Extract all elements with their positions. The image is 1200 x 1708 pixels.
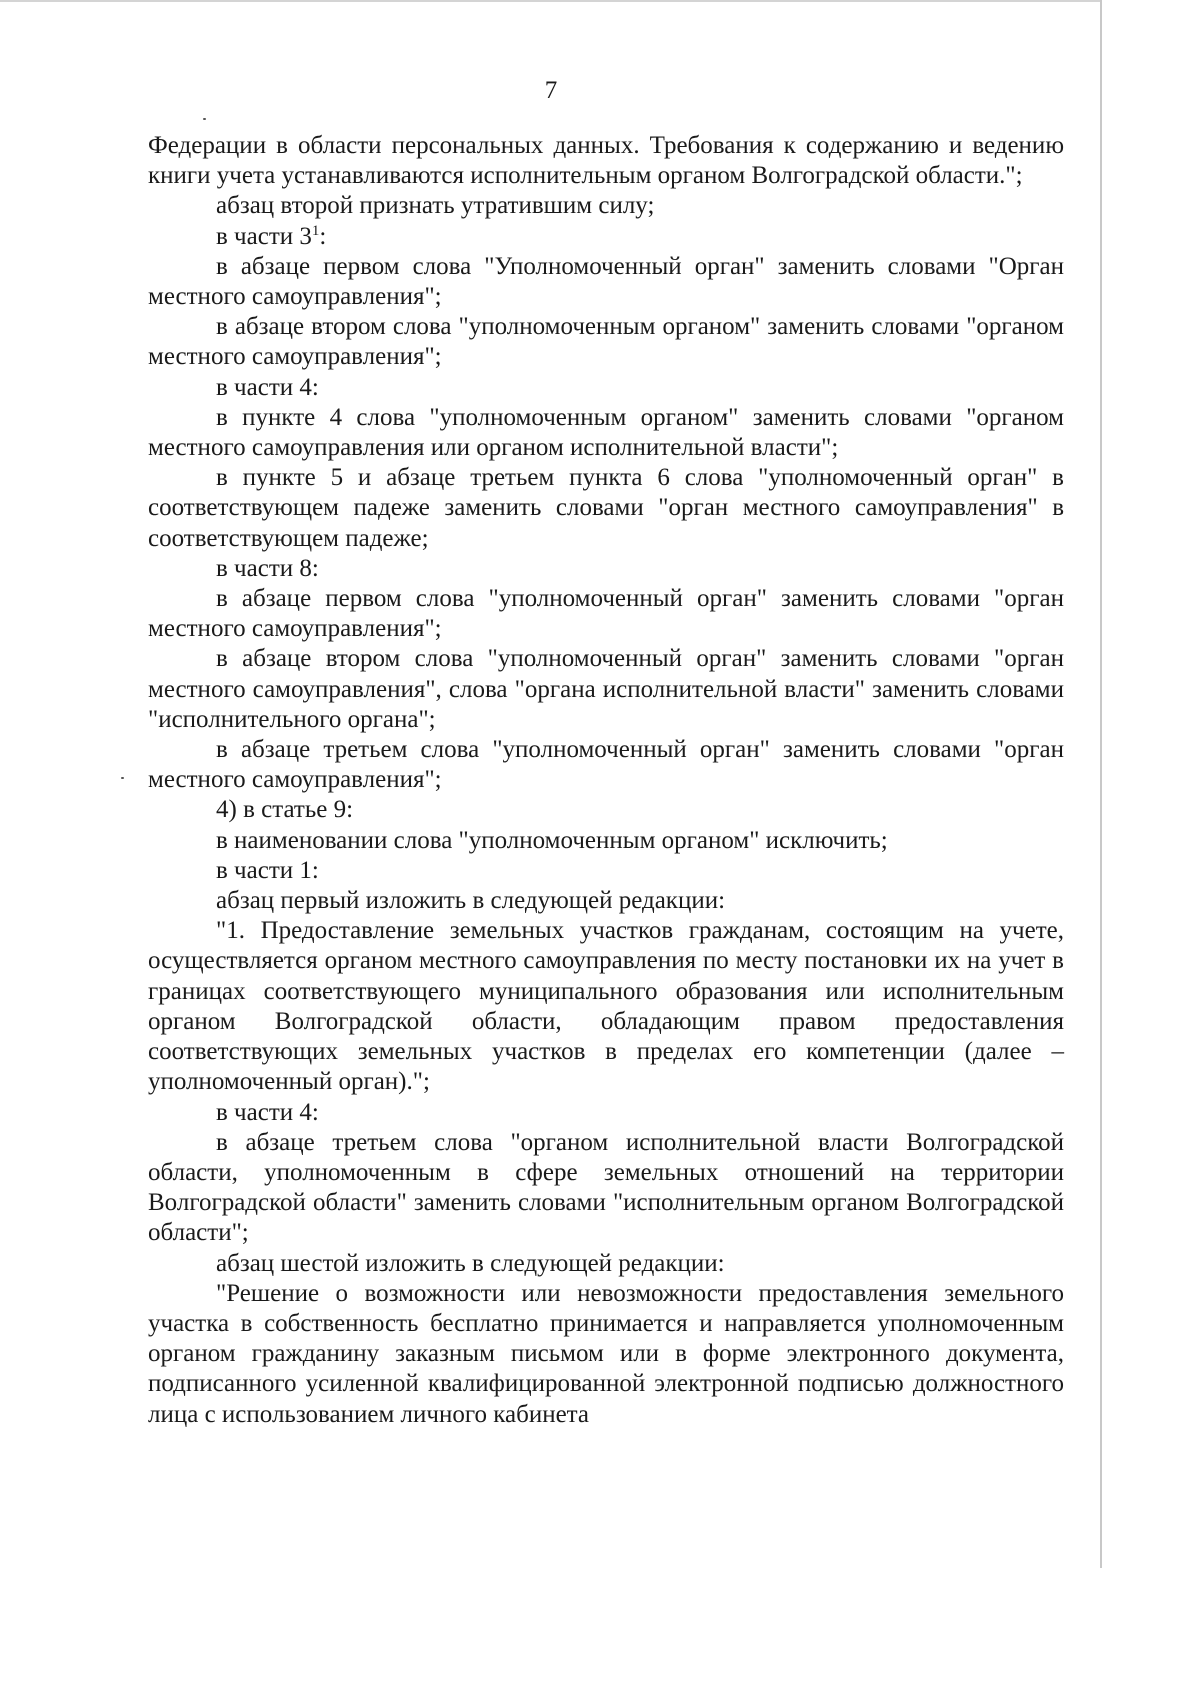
paragraph: абзац второй признать утратившим силу; xyxy=(216,192,655,220)
page-number: 7 xyxy=(544,77,558,104)
paragraph: "Решение о возможности или невозможности предоставления земельного участка в собственность бесплатно принимается и направляется уполномоченным органом гражданину заказным письмом или в форме электронного документа, подписанного усиленной квалифицированной электронной подписью должностного лица с использованием личного кабинета xyxy=(148,1279,1064,1428)
paragraph: в пункте 4 слова "уполномоченным органом" заменить словами "органом местного самоуправления или органом исполнительной власти"; xyxy=(148,403,1064,462)
paragraph: в части 4: xyxy=(216,1098,319,1126)
paragraph: в части 1: xyxy=(216,856,319,884)
paragraph: в абзаце третьем слова "уполномоченный орган" заменить словами "орган местного самоуправления"; xyxy=(148,736,1064,794)
scan-speck xyxy=(121,777,124,779)
paragraph-text: в части 3 xyxy=(216,222,312,250)
scan-edge-right xyxy=(1100,0,1102,1568)
paragraph: "1. Предоставление земельных участков гражданам, состоящим на учете, осуществляется органом местного самоуправления по месту постановки их на учет в границах соответствующего муниципального образования или исполнительным органом Волгоградской области, обладающим правом предоставления соответствующих земельных участков в пределах его компетенции (далее – уполномоченный орган)."; xyxy=(148,917,1064,1096)
paragraph: в абзаце третьем слова "органом исполнительной власти Волгоградской области, уполномоченным в сфере земельных отношений на территории Волгоградской области" заменить словами "исполнительным органом Волгоградской области"; xyxy=(148,1128,1064,1247)
superscript: 1 xyxy=(311,222,320,239)
paragraph: в наименовании слова "уполномоченным органом" исключить; xyxy=(216,826,888,854)
paragraph xyxy=(148,222,1064,252)
paragraph: Федерации в области персональных данных. Требования к содержанию и ведению книги учета устанавливаются исполнительным органом Волгоградской области."; xyxy=(148,132,1064,190)
paragraph: в абзаце втором слова "уполномоченным органом" заменить словами "органом местного самоуправления"; xyxy=(148,313,1064,371)
scan-speck xyxy=(203,118,206,120)
paragraph: в части 4: xyxy=(216,373,319,401)
paragraph: в части 8: xyxy=(216,554,319,582)
paragraph: в абзаце первом слова "Уполномоченный орган" заменить словами "Орган местного самоуправления"; xyxy=(148,252,1064,311)
paragraph: абзац шестой изложить в следующей редакции: xyxy=(216,1249,725,1277)
paragraph: 4) в статье 9: xyxy=(216,796,354,824)
paragraph-tail: : xyxy=(319,222,327,250)
paragraph: абзац первый изложить в следующей редакции: xyxy=(216,887,726,915)
paragraph: в абзаце втором слова "уполномоченный орган" заменить словами "орган местного самоуправления", слова "органа исполнительной власти" заменить словами "исполнительного органа"; xyxy=(148,645,1064,733)
body-text xyxy=(148,131,1064,1430)
paragraph: в абзаце первом слова "уполномоченный орган" заменить словами "орган местного самоуправления"; xyxy=(148,585,1064,643)
scan-edge-top xyxy=(0,0,1102,2)
paragraph: в пункте 5 и абзаце третьем пункта 6 слова "уполномоченный орган" в соответствующем падеже заменить словами "орган местного самоуправления" в соответствующем падеже; xyxy=(148,464,1064,552)
